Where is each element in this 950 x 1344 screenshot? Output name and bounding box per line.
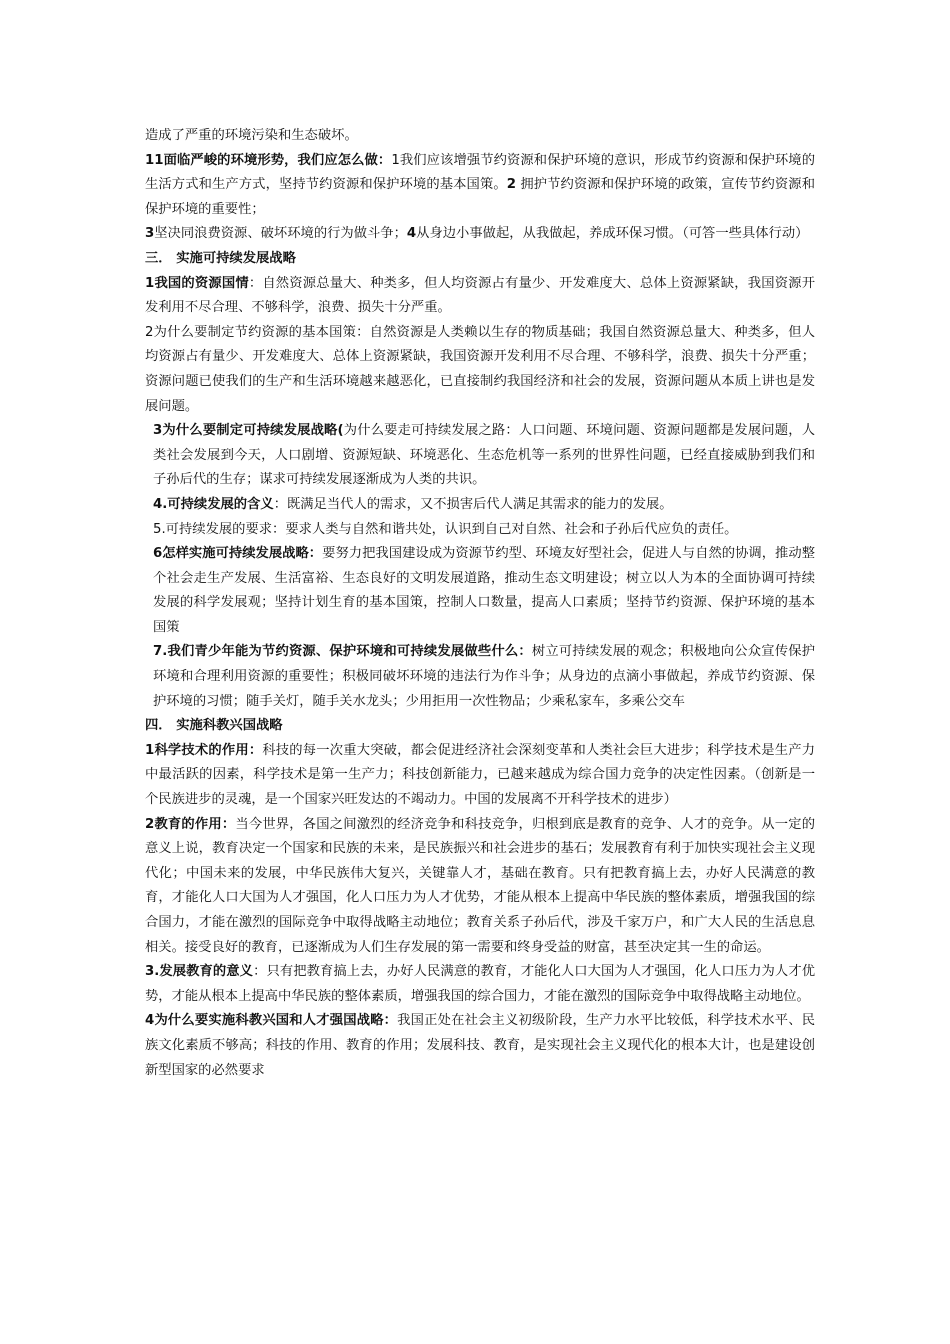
paragraph-lead: 1科学技术的作用： xyxy=(145,742,263,758)
section-heading-science-education: 四． 实施科教兴国战略 xyxy=(145,718,283,734)
paragraph-number: 4 xyxy=(406,226,417,242)
paragraph-lead: 4.可持续发展的含义 xyxy=(153,496,274,512)
paragraph-text: 坚决同浪费资源、破坏环境的行为做斗争； xyxy=(154,226,407,242)
paragraph-youth-actions xyxy=(145,640,815,714)
paragraph-text: ：只有把教育搞上去，办好人民满意的教育，才能化人口大国为人才强国，化人口压力为人才优势，才能从根本上提高中华民族的整体素质，增强我国的综合国力，才能在激烈的国际竞争中取得战略主动地位。 xyxy=(145,964,815,1004)
paragraph-education-role xyxy=(145,813,815,961)
paragraph-text: ：既满足当代人的需求，又不损害后代人满足其需求的能力的发展。 xyxy=(273,496,673,512)
paragraph-why-sustainable xyxy=(145,419,815,493)
paragraph-lead: 4为什么要实施科教兴国和人才强国战略： xyxy=(145,1013,398,1029)
paragraph-text: ：自然资源总量大、种类多，但人均资源占有量少、开发难度大、总体上资源紧缺，我国资源开发利用不尽合理、不够科学，浪费、损失十分严重。 xyxy=(145,275,815,316)
paragraph-lead: 3为什么要制定可持续发展战略( xyxy=(153,423,344,439)
paragraph-text: 当今世界，各国之间激烈的经济竞争和科技竞争，归根到底是教育的竞争、人才的竞争。从一定的意义上说，教育决定一个国家和民族的未来，是民族振兴和社会进步的基石；发展教育有利于加快实现社会主义现代化；中国未来的发展，中华民族伟大复兴，关键靠人才，基础在教育。只有把教育搞上去，办好人民满意的教育，才能化人口大国为人才强国，化人口压力为人才优势，才能从根本上提高中华民族的整体素质，增强我国的综合国力，才能在激烈的国际竞争中取得战略主动地位；教育关系子孙后代，涉及千家万户，和广大人民的生活息息相关。接受良好的教育，已逐渐成为人们生存发展的第一需要和终身受益的财富，甚至决定其一生的命运。 xyxy=(145,816,815,955)
paragraph-sustainable-meaning xyxy=(145,493,815,518)
paragraph-text: 要努力把我国建设成为资源节约型、环境友好型社会，促进人与自然的协调，推动整个社会走生产发展、生活富裕、生态良好的文明发展道路，推动生态文明建设；树立以人为本的全面协调可持续发展的科学发展观；坚持计划生育的基本国策，控制人口数量，提高人口素质；坚持节约资源、保护环境的基本国策 xyxy=(153,546,815,635)
paragraph-lead: 3.发展教育的意义 xyxy=(145,964,254,980)
paragraph-lead: 1我国的资源国情 xyxy=(145,275,249,291)
paragraph-number: 2 xyxy=(506,177,517,193)
paragraph-science-role xyxy=(145,739,815,813)
paragraph-number: 3 xyxy=(145,226,155,242)
paragraph-how-sustainable xyxy=(145,542,815,640)
paragraph-pollution xyxy=(145,124,815,149)
section-heading-sustainable: 三． 实施可持续发展战略 xyxy=(145,250,296,266)
paragraph-lead: 7.我们青少年能为节约资源、保护环境和可持续发展做些什么： xyxy=(153,644,532,660)
paragraph-lead: 2教育的作用： xyxy=(145,816,236,832)
paragraph-resource-policy xyxy=(145,321,815,419)
paragraph-text: 我国正处在社会主义初级阶段，生产力水平比较低，科学技术水平、民族文化素质不够高；科技的作用、教育的作用；发展科技、教育，是实现社会主义现代化的根本大计，也是建设创新型国家的必然要求 xyxy=(145,1013,815,1078)
paragraph-text: 为什么要走可持续发展之路：人口问题、环境问题、资源问题都是发展问题，人类社会发展到今天，人口剧增、资源短缺、环境恶化、生态危机等一系列的世界性问题，已经直接威胁到我们和子孙后代的生存；谋求可持续发展逐渐成为人类的共识。 xyxy=(153,423,815,488)
paragraph-text: 拥护节约资源和保护环境的政策，宣传节约资源和保护环境的重要性； xyxy=(145,177,815,217)
paragraph-text: 5.可持续发展的要求：要求人类与自然和谐共处，认识到自己对自然、社会和子孙后代应负的责任。 xyxy=(153,521,738,537)
paragraph-text: 树立可持续发展的观念；积极地向公众宣传保护环境和合理利用资源的重要性；积极同破坏环境的违法行为作斗争；从身边的点滴小事做起，养成节约资源、保护环境的习惯；随手关灯，随手关水龙头；少用拒用一次性物品；少乘私家车，多乘公交车 xyxy=(153,644,815,709)
paragraph-environment-actions-cont xyxy=(145,222,815,247)
paragraph-education-significance xyxy=(145,960,815,1009)
paragraph-resource-situation xyxy=(145,272,815,321)
paragraph-text: 1我们应该增强节约资源和保护环境的意识，形成节约资源和保护环境的生活方式和生产方式，坚持节约资源和保护环境的基本国策。 xyxy=(145,152,815,193)
paragraph-lead: 11面临严峻的环境形势，我们应怎么做： xyxy=(145,152,392,168)
document-page xyxy=(145,124,815,1083)
paragraph-text: 从身边小事做起，从我做起，养成环保习惯。（可答一些具体行动） xyxy=(416,226,809,242)
paragraph-environment-actions xyxy=(145,149,815,223)
paragraph-lead: 6怎样实施可持续发展战略： xyxy=(153,546,323,562)
paragraph-text: 科技的每一次重大突破，都会促进经济社会深刻变革和人类社会巨大进步；科学技术是生产力中最活跃的因素，科学技术是第一生产力；科技创新能力，已越来越成为综合国力竞争的决定性因素。（创新是一个民族进步的灵魂，是一个国家兴旺发达的不竭动力。中国的发展离不开科学技术的进步） xyxy=(145,742,815,808)
paragraph-text: 2为什么要制定节约资源的基本国策：自然资源是人类赖以生存的物质基础；我国自然资源总量大、种类多，但人均资源占有量少、开发难度大、总体上资源紧缺，我国资源开发利用不尽合理、不够科学，浪费、损失十分严重；资源问题已使我们的生产和生活环境越来越恶化，已直接制约我国经济和社会的发展，资源问题从本质上讲也是发展问题。 xyxy=(145,324,815,414)
paragraph-sustainable-requirement xyxy=(145,518,815,543)
paragraph-why-science-education xyxy=(145,1009,815,1083)
paragraph-text: 造成了严重的环境污染和生态破坏。 xyxy=(145,128,358,143)
